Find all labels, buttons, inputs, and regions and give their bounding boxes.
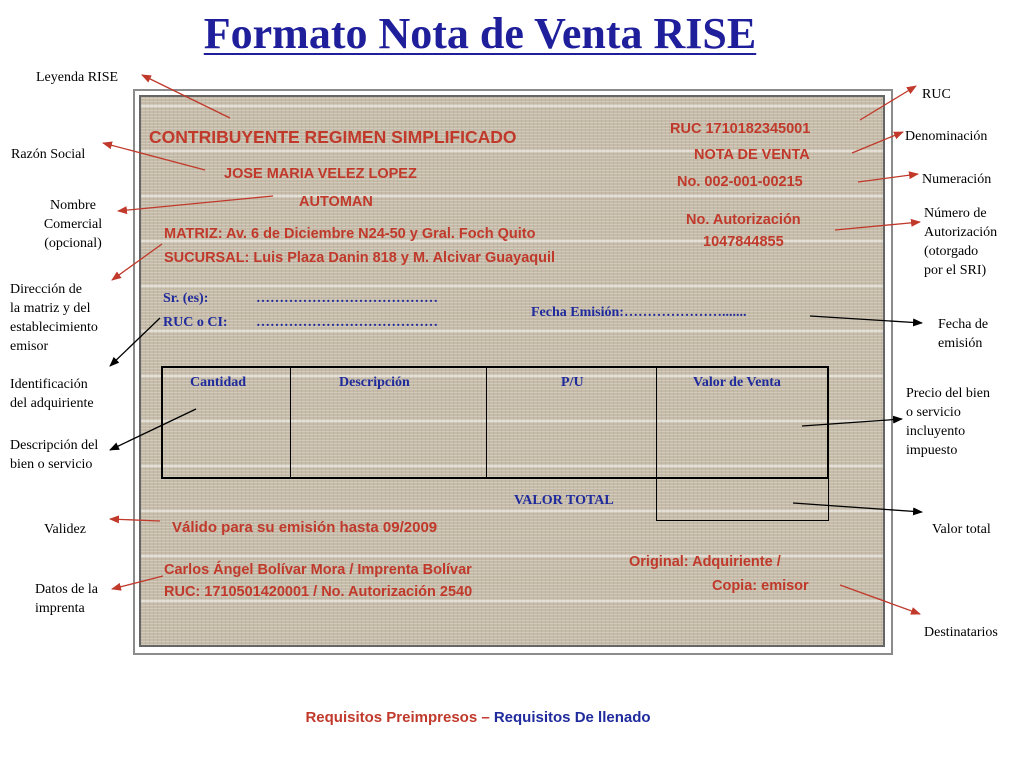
valor-total-label: VALOR TOTAL [514,493,614,508]
validez-text: Válido para su emisión hasta 09/2009 [172,519,438,536]
annotation-fecha-emision: Fecha de emisión [938,317,989,351]
sucursal-text: SUCURSAL: Luis Plaza Danin 818 y M. Alcivar Guayaquil [164,250,556,266]
legend-llenado: Requisitos De llenado [493,709,651,726]
table-header-valor-venta: Valor de Venta [693,375,781,390]
annotation-destinatarios: Destinatarios [924,625,998,640]
annotation-validez: Validez [44,522,86,537]
annotation-denominacion: Denominación [905,129,988,144]
arrow-precio [802,419,902,426]
annotation-valor-total: Valor total [932,522,991,537]
annotation-descripcion: Descripción del bien o servicio [10,438,99,472]
arrow-razon-social [103,143,205,170]
sr-label: Sr. (es): [163,291,209,306]
ruc-ci-label: RUC o CI: [163,315,228,330]
destinatario-original: Original: Adquiriente / [629,554,781,570]
ruc-text: RUC 1710182345001 [670,121,811,137]
legend-preimpresos: Requisitos Preimpresos – [305,709,494,726]
annotation-identificacion: Identificación del adquiriente [10,377,94,411]
annotation-numeracion: Numeración [922,172,992,187]
matriz-text: MATRIZ: Av. 6 de Diciembre N24-50 y Gral. Foch Quito [164,226,536,242]
arrow-nombre-comercial [118,196,273,211]
annotation-nombre-comercial: Nombre Comercial (opcional) [43,198,103,251]
arrow-leyenda-rise [142,75,230,118]
annotation-datos-imprenta: Datos de la imprenta [35,582,98,616]
numeracion-text: No. 002-001-00215 [677,174,803,190]
razon-social-text: JOSE MARIA VELEZ LOPEZ [224,166,417,182]
annotation-precio: Precio del bien o servicio incluyento impuesto [906,386,990,458]
fecha-emision-field[interactable]: Fecha Emisión:…………………....... [531,305,747,320]
ruc-ci-field[interactable]: ………………………………… [256,315,438,330]
arrow-autorizacion [835,222,920,230]
arrow-destinatarios [840,585,920,614]
annotation-numero-autorizacion: Número de Autorización (otorgado por el SRI) [924,206,998,278]
annotation-leyenda-rise: Leyenda RISE [36,70,119,85]
table-header-descripcion: Descripción [339,375,410,390]
arrow-direccion [112,244,162,280]
sr-field[interactable]: ………………………………… [256,291,438,306]
arrow-numeracion [858,174,918,182]
imprenta-line2: RUC: 1710501420001 / No. Autorización 2540 [164,584,473,600]
legend-footer [0,709,956,726]
imprenta-line1: Carlos Ángel Bolívar Mora / Imprenta Bolívar [164,562,472,578]
arrow-fecha-emision [810,316,922,323]
arrow-valor-total [793,503,922,512]
page-title: Formato Nota de Venta RISE [203,9,757,58]
table-header-pu: P/U [561,375,584,390]
annotation-direccion: Dirección de la matriz y del establecimiento emisor [10,282,98,354]
arrow-denominacion [852,132,903,153]
annotation-razon-social: Razón Social [11,147,86,162]
arrow-ruc [860,86,916,120]
arrow-identificacion [110,318,160,366]
table-header-cantidad: Cantidad [190,375,247,390]
autorizacion-number: 1047844855 [703,234,784,250]
autorizacion-label: No. Autorización [686,212,801,228]
destinatario-copia: Copia: emisor [712,578,809,594]
arrow-imprenta [112,576,163,589]
arrow-descripcion [110,409,196,450]
arrow-validez [110,519,160,521]
leyenda-rise-text: CONTRIBUYENTE REGIMEN SIMPLIFICADO [149,127,517,147]
annotation-ruc: RUC [922,87,951,102]
nombre-comercial-text: AUTOMAN [299,194,373,210]
denominacion-text: NOTA DE VENTA [694,147,810,163]
